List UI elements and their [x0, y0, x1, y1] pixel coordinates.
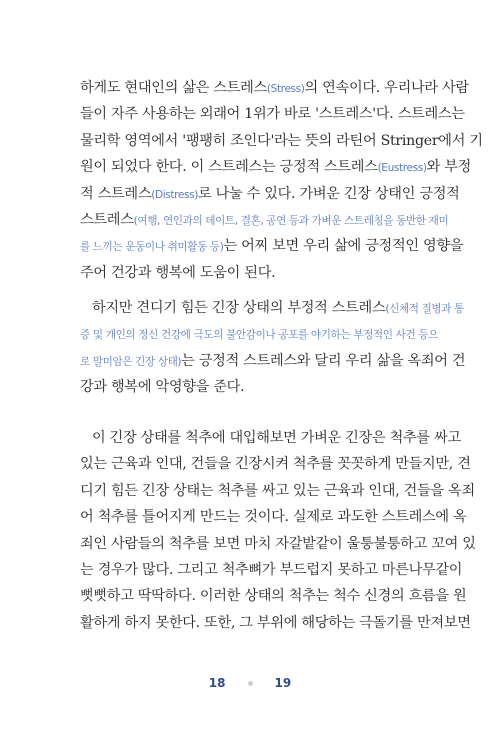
text-line — [80, 377, 438, 397]
text-line — [80, 454, 471, 474]
text-line — [80, 481, 475, 501]
text-line — [80, 236, 464, 257]
text-run: 로 나눌 수 있다. 가벼운 긴장 상태인 긍정적 — [197, 185, 460, 202]
text-run: 스트레스 — [80, 212, 134, 228]
text-run: 물리학 영역에서 '팽팽히 조인다'라는 뜻의 라틴어 Stringer에서 기 — [80, 132, 483, 149]
text-run: 와 부정 — [426, 159, 472, 176]
text-line — [80, 104, 465, 124]
text-line — [80, 324, 438, 345]
text-run: 원이 되었다 한다. 이 스트레스는 긍정적 스트레스 — [80, 159, 378, 176]
text-run: 는 어찌 보면 우리 삶에 긍정적인 영향을 — [223, 238, 464, 255]
text-run: 죄인 사람들의 척추를 보면 마치 자갈밭같이 울퉁불퉁하고 꼬여 있 — [80, 535, 476, 552]
annotation-note: 증 및 개인의 정신 건강에 극도의 불안감이나 공포를 야기하는 부정적인 사건 등으 — [80, 329, 438, 342]
text-line — [80, 157, 472, 178]
text-line — [80, 560, 463, 580]
text-run: 는 경우가 많다. 그리고 척추뼈가 부드럽지 못하고 마른나무같이 — [80, 562, 463, 578]
text-line — [80, 534, 476, 554]
text-line — [80, 586, 467, 606]
text-run: 하게도 현대인의 삶은 스트레스 — [80, 80, 267, 96]
text-run: 활하게 하지 못한다. 또한, 그 부위에 해당하는 극돌기를 만져보면 — [80, 614, 471, 631]
page-separator-dot — [248, 681, 253, 686]
text-run: 이 긴장 상태를 척추에 대입해보면 가벼운 긴장은 척추를 싸고 — [92, 430, 461, 446]
text-line — [80, 184, 460, 205]
annotation-note: (Eustress) — [377, 162, 427, 175]
text-run: 들이 자주 사용하는 외래어 1위가 바로 '스트레스'다. 스트레스는 — [80, 106, 465, 123]
annotation-note: (신체적 질병과 통 — [385, 303, 464, 315]
text-line — [80, 613, 471, 633]
annotation-note: (Stress) — [266, 83, 305, 95]
text-run: 어 척추를 틀어지게 만드는 것이다. 실제로 과도한 스트레스에 옥 — [80, 509, 467, 526]
text-run: 있는 근육과 인대, 건들을 긴장시켜 척추를 꼿꼿하게 만들지만, 견 — [80, 456, 471, 473]
page-number-right: 19 — [274, 676, 292, 690]
text-line — [80, 263, 438, 283]
text-run: 강과 행복에 악영향을 준다. — [80, 379, 245, 396]
text-line — [80, 351, 466, 372]
text-line — [80, 298, 464, 319]
page-footer — [0, 676, 500, 690]
text-line — [80, 78, 469, 99]
text-run: 는 긍정적 스트레스와 달리 우리 삶을 옥죄어 건 — [181, 352, 466, 369]
annotation-note: (Distress) — [151, 188, 198, 201]
text-run: 주어 건강과 행복에 도움이 된다. — [80, 264, 276, 281]
text-run: 하지만 견디기 힘든 긴장 상태의 부정적 스트레스 — [92, 300, 386, 316]
text-line — [80, 210, 449, 231]
text-line — [80, 131, 483, 151]
annotation-note: 로 말미암은 긴장 상태) — [80, 355, 182, 368]
annotation-note: 를 느끼는 운동이나 취미활동 등) — [80, 241, 224, 254]
page-number-left: 18 — [208, 676, 226, 690]
text-run: 디기 힘든 긴장 상태는 척추를 싸고 있는 근육과 인대, 건들을 옥죄 — [80, 482, 475, 499]
text-run: 뻣뻣하고 딱딱하다. 이러한 상태의 척추는 척수 신경의 흐름을 원 — [80, 588, 467, 605]
text-line — [80, 507, 467, 527]
annotation-note: (여행, 연인과의 데이트, 결혼, 공연 등과 가벼운 스트레칭을 동반한 재미 — [133, 215, 449, 227]
text-run: 적 스트레스 — [80, 185, 152, 202]
text-run: 의 연속이다. 우리나라 사람 — [304, 80, 469, 96]
text-line — [80, 428, 461, 448]
